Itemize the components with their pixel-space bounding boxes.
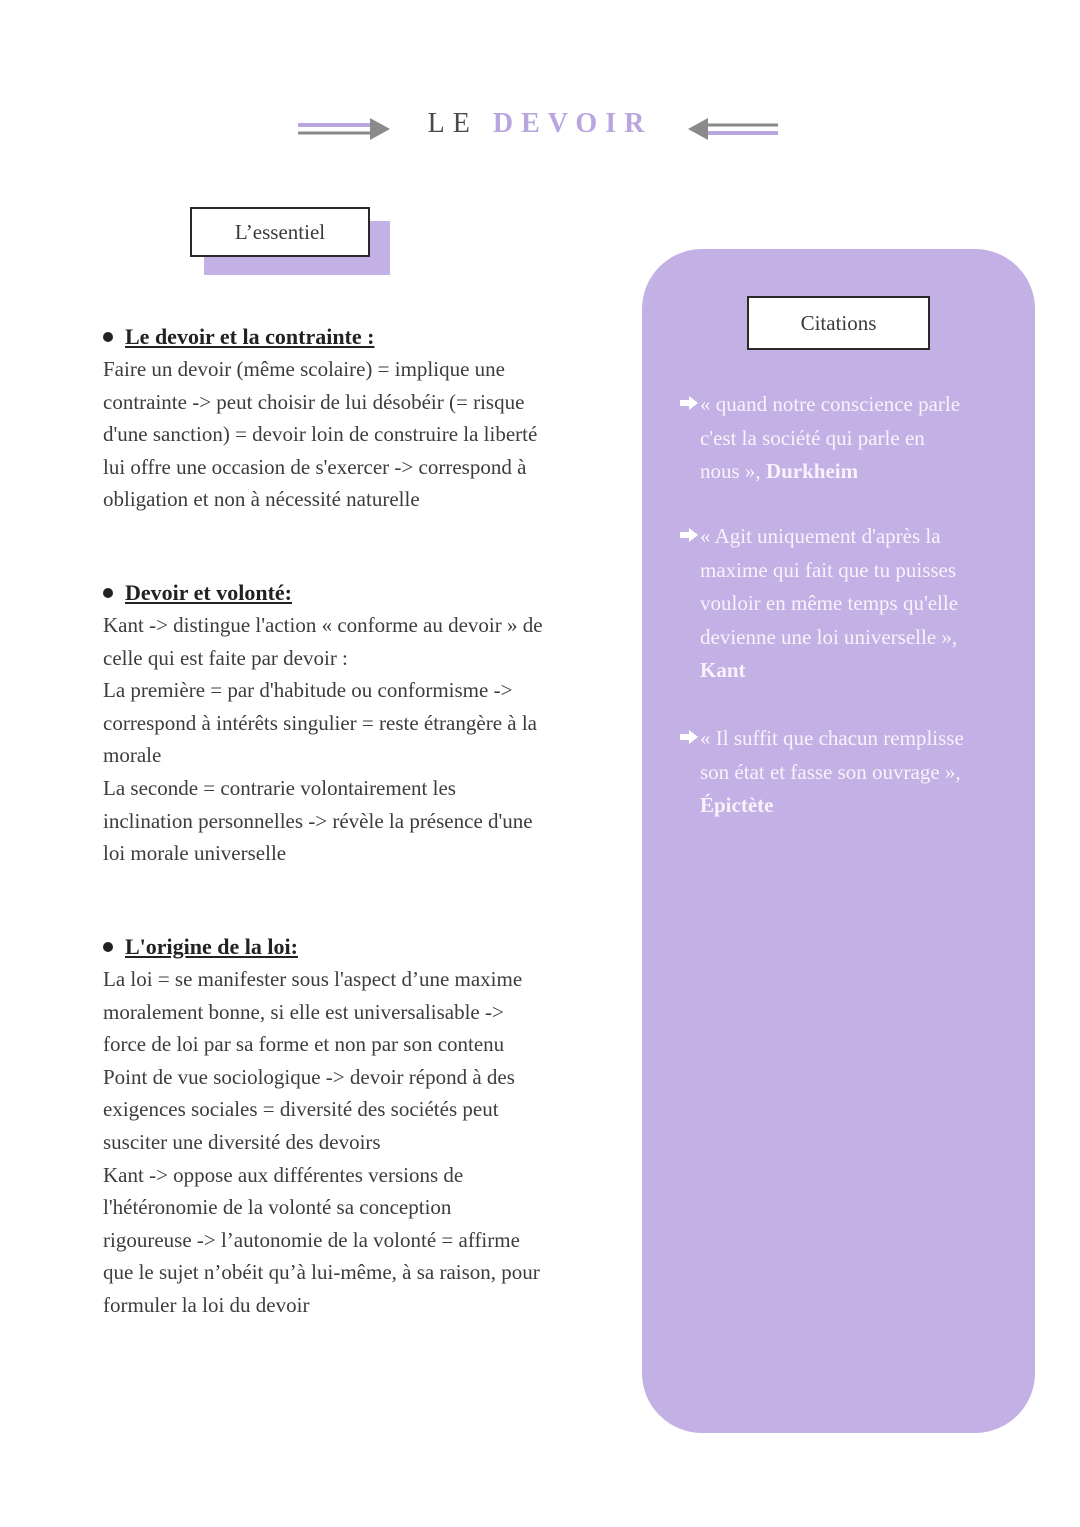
bullet-icon bbox=[103, 588, 113, 598]
quote-epictete bbox=[680, 722, 1025, 823]
section-line: que le sujet n’obéit qu’à lui-même, à sa raison, pour bbox=[103, 1260, 540, 1285]
section-line: inclination personnelles -> révèle la présence d'une bbox=[103, 808, 533, 833]
section-line: loi morale universelle bbox=[103, 841, 287, 866]
quote-line: devienne une loi universelle », bbox=[700, 624, 958, 649]
heading-text: L'origine de la loi: bbox=[125, 934, 298, 959]
essentiel-label-box bbox=[190, 207, 390, 277]
section-heading bbox=[103, 930, 623, 963]
quote-line: c'est la société qui parle en bbox=[700, 425, 925, 450]
quote-text bbox=[680, 722, 1025, 823]
page-title bbox=[0, 108, 1080, 140]
quote-text bbox=[680, 520, 1025, 688]
title-part-2: DEVOIR bbox=[492, 108, 653, 139]
quote-line: « Il suffit que chacun remplisse bbox=[700, 726, 964, 750]
quote-text bbox=[680, 388, 1025, 489]
section-line: rigoureuse -> l’autonomie de la volonté = affirme bbox=[103, 1227, 520, 1252]
right-arrow-icon bbox=[680, 528, 698, 542]
section-line: lui offre une occasion de s'exercer -> correspond à bbox=[103, 454, 527, 479]
section-line: moralement bonne, si elle est universalisable -> bbox=[103, 999, 504, 1024]
section-line: La seconde = contrarie volontairement les bbox=[103, 775, 456, 800]
quote-line: maxime qui fait que tu puisses bbox=[700, 557, 957, 582]
title-part-1: LE bbox=[427, 108, 493, 139]
essentiel-label: L’essentiel bbox=[190, 207, 370, 257]
section-line: Point de vue sociologique -> devoir répond à des bbox=[103, 1064, 515, 1089]
section-origine-loi bbox=[103, 930, 623, 1322]
title-row bbox=[0, 108, 1080, 148]
section-line: Kant -> distingue l'action « conforme au devoir » de bbox=[103, 613, 543, 637]
section-line: morale bbox=[103, 743, 162, 768]
section-line: celle qui est faite par devoir : bbox=[103, 645, 348, 670]
quote-line: vouloir en même temps qu'elle bbox=[700, 591, 959, 615]
bullet-icon bbox=[103, 942, 113, 952]
section-line: formuler la loi du devoir bbox=[103, 1292, 310, 1317]
section-devoir-volonte bbox=[103, 576, 623, 870]
quote-durkheim bbox=[680, 388, 1025, 489]
quote-author: Kant bbox=[700, 658, 746, 682]
section-line: La loi = se manifester sous l'aspect d’une maxime bbox=[103, 967, 523, 991]
section-line: d'une sanction) = devoir loin de construire la liberté bbox=[103, 422, 538, 447]
section-line: correspond à intérêts singulier = reste étrangère à la bbox=[103, 710, 537, 735]
section-line: force de loi par sa forme et non par son contenu bbox=[103, 1032, 505, 1057]
section-heading bbox=[103, 320, 623, 353]
quote-kant bbox=[680, 520, 1025, 688]
quote-line: nous », bbox=[700, 459, 766, 483]
quote-author: Épictète bbox=[700, 793, 774, 817]
section-line: obligation et non à nécessité naturelle bbox=[103, 487, 420, 512]
citations-label: Citations bbox=[747, 296, 930, 350]
section-line: Faire un devoir (même scolaire) = implique une bbox=[103, 357, 505, 381]
section-heading bbox=[103, 576, 623, 609]
section-line: exigences sociales = diversité des sociétés peut bbox=[103, 1097, 499, 1122]
section-line: La première = par d'habitude ou conformisme -> bbox=[103, 678, 513, 703]
quote-line: « quand notre conscience parle bbox=[700, 392, 961, 416]
quote-line: « Agit uniquement d'après la bbox=[700, 524, 941, 548]
section-line: Kant -> oppose aux différentes versions de bbox=[103, 1162, 464, 1187]
right-arrow-icon bbox=[680, 730, 698, 744]
right-arrow-icon bbox=[680, 396, 698, 410]
bullet-icon bbox=[103, 332, 113, 342]
quote-line: son état et fasse son ouvrage », bbox=[700, 759, 961, 784]
heading-text: Le devoir et la contrainte : bbox=[125, 324, 375, 349]
quote-author: Durkheim bbox=[765, 459, 859, 483]
heading-text: Devoir et volonté: bbox=[125, 580, 292, 605]
section-line: susciter une diversité des devoirs bbox=[103, 1129, 381, 1154]
section-devoir-contrainte bbox=[103, 320, 623, 516]
section-line: contrainte -> peut choisir de lui désobéir (= risque bbox=[103, 389, 525, 414]
section-line: l'hétéronomie de la volonté sa conception bbox=[103, 1195, 452, 1220]
left-arrow-icon bbox=[686, 118, 780, 140]
